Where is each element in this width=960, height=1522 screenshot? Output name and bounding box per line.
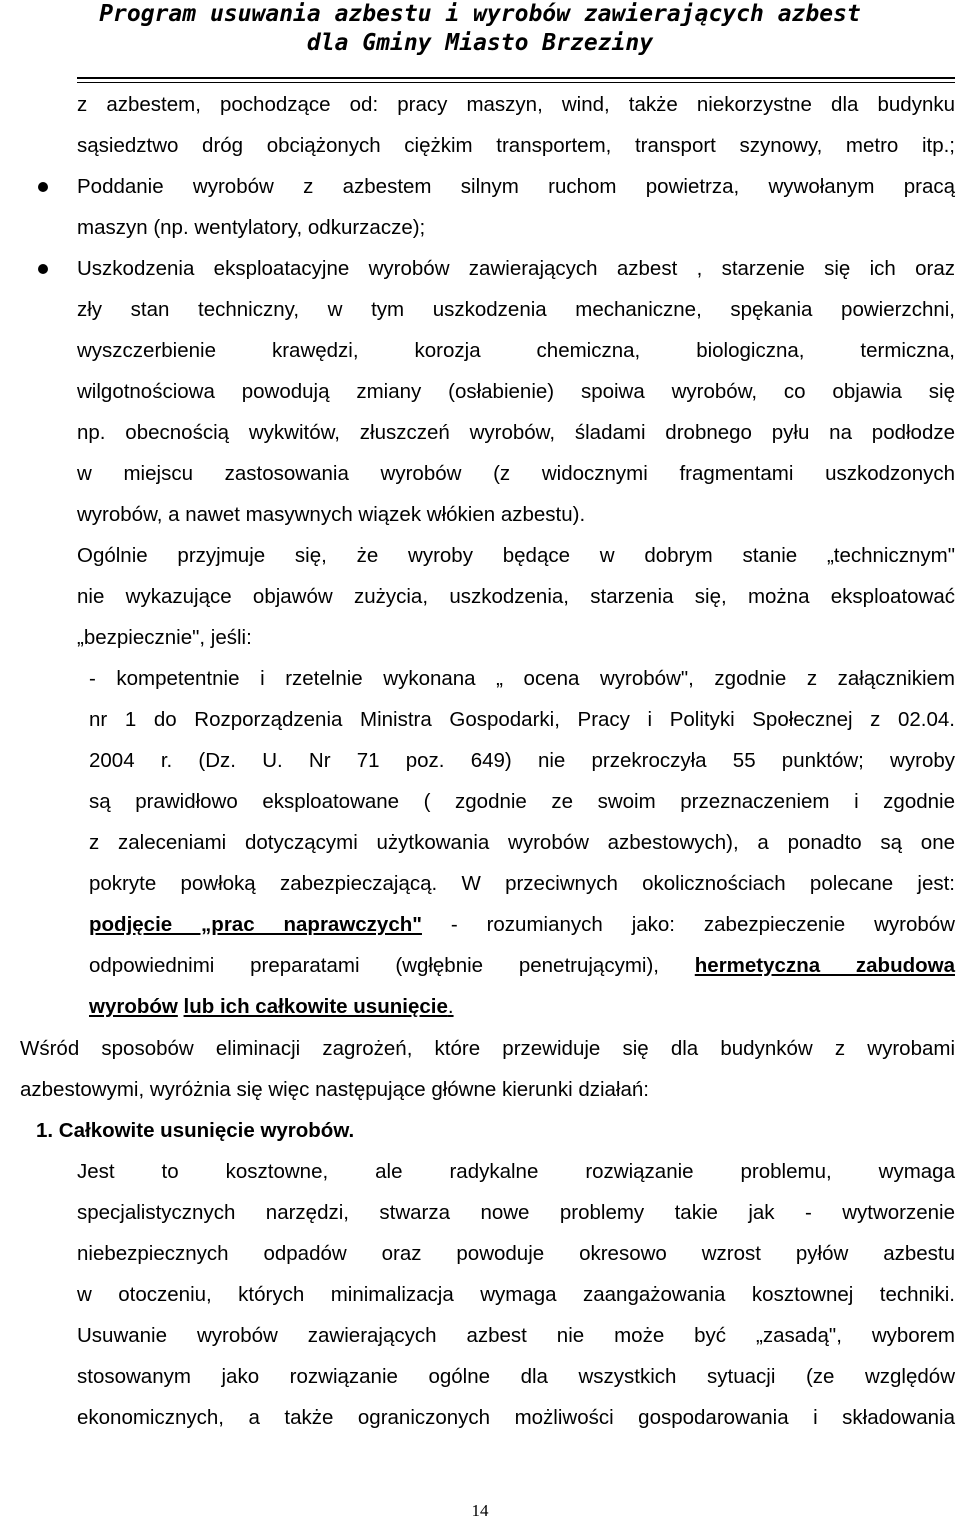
text-line: pokryte powłoką zabezpieczającą. W przeciwnych okolicznościach polecane jest: [89,872,955,895]
emphasis-complete-removal: lub ich całkowite usunięcie [183,995,448,1018]
text-line: są prawidłowo eksploatowane ( zgodnie ze swoim przeznaczeniem i zgodnie [89,790,955,813]
text-line: w otoczeniu, których minimalizacja wymaga zaangażowania kosztownej techniki. [77,1283,955,1306]
text-line: zły stan techniczny, w tym uszkodzenia mechaniczne, spękania powierzchni, [77,298,955,321]
header-rule-thin [77,82,955,83]
text-line: wilgotnościowa powodują zmiany (osłabienie) spoiwa wyrobów, co objawia się [77,380,955,403]
text-line: Poddanie wyrobów z azbestem silnym ruchom powietrza, wywołanym pracą [77,175,955,198]
text-line: - kompetentnie i rzetelnie wykonana „ ocena wyrobów", zgodnie z załącznikiem [89,667,955,690]
text-line: nie wykazujące objawów zużycia, uszkodzenia, starzenia się, można eksploatować [77,585,955,608]
emphasis-hermetic-enclosure: hermetyczna zabudowa [694,954,955,977]
text-line: Ogólnie przyjmuje się, że wyroby będące w dobrym stanie „technicznym" [77,544,955,567]
header-title-line2: dla Gminy Miasto Brzeziny [306,30,654,56]
text-line: z azbestem, pochodzące od: pracy maszyn, wind, także niekorzystne dla budynku [77,93,955,116]
text-span: odpowiednimi preparatami (wgłębnie penetrującymi), [89,954,695,977]
text-line: niebezpiecznych odpadów oraz powoduje okresowo wzrost pyłów azbestu [77,1242,955,1265]
emphasis-products: wyrobów [89,995,178,1018]
text-line: z zaleceniami dotyczącymi użytkowania wyrobów azbestowych), a ponadto są one [89,831,955,854]
text-line: specjalistycznych narzędzi, stwarza nowe problemy takie jak - wytworzenie [77,1201,955,1224]
text-line: azbestowymi, wyróżnia się więc następujące główne kierunki działań: [20,1078,649,1101]
text-line: Uszkodzenia eksploatacyjne wyrobów zawierających azbest , starzenie się ich oraz [77,257,955,280]
header-title-line1: Program usuwania azbestu i wyrobów zawierających azbest [99,1,861,27]
text-line: nr 1 do Rozporządzenia Ministra Gospodarki, Pracy i Polityki Społecznej z 02.04. [89,708,955,731]
text-line: „bezpiecznie", jeśli: [77,626,252,649]
text-line: maszyn (np. wentylatory, odkurzacze); [77,216,426,239]
text-line: w miejscu zastosowania wyrobów (z widocznymi fragmentami uszkodzonych [77,462,955,485]
text-line: Jest to kosztowne, ale radykalne rozwiązanie problemu, wymaga [77,1160,955,1183]
text-line: np. obecnością wykwitów, złuszczeń wyrobów, śladami drobnego pyłu na podłodze [77,421,955,444]
bullet-icon [38,182,48,192]
text-line: wyszczerbienie krawędzi, korozja chemiczna, biologiczna, termiczna, [77,339,955,362]
emphasis-repair-works: podjęcie „prac naprawczych" [89,913,422,936]
text-line: wyrobów, a nawet masywnych wiązek włókien azbestu). [77,503,586,526]
text-span: - rozumianych jako: zabezpieczenie wyrobów [421,913,955,936]
text-line [89,952,955,980]
text-span: . [447,995,454,1018]
header-rule-thick [77,77,955,79]
text-line [89,911,955,939]
text-line: stosowanym jako rozwiązanie ogólne dla wszystkich sytuacji (ze względów [77,1365,955,1388]
text-line: Wśród sposobów eliminacji zagrożeń, które przewiduje się dla budynków z wyrobami [20,1037,955,1060]
text-line: ekonomicznych, a także ograniczonych możliwości gospodarowania i składowania [77,1406,955,1429]
text-line: Usuwanie wyrobów zawierających azbest nie może być „zasadą", wyborem [77,1324,955,1347]
document-header [0,0,960,58]
text-line: 2004 r. (Dz. U. Nr 71 poz. 649) nie przekroczyła 55 punktów; wyroby [89,749,955,772]
text-line [89,993,454,1021]
bullet-icon [38,264,48,274]
section-heading: 1. Całkowite usunięcie wyrobów. [36,1119,355,1142]
text-line: sąsiedztwo dróg obciążonych ciężkim transportem, transport szynowy, metro itp.; [77,134,955,157]
page-number: 14 [471,1501,489,1520]
